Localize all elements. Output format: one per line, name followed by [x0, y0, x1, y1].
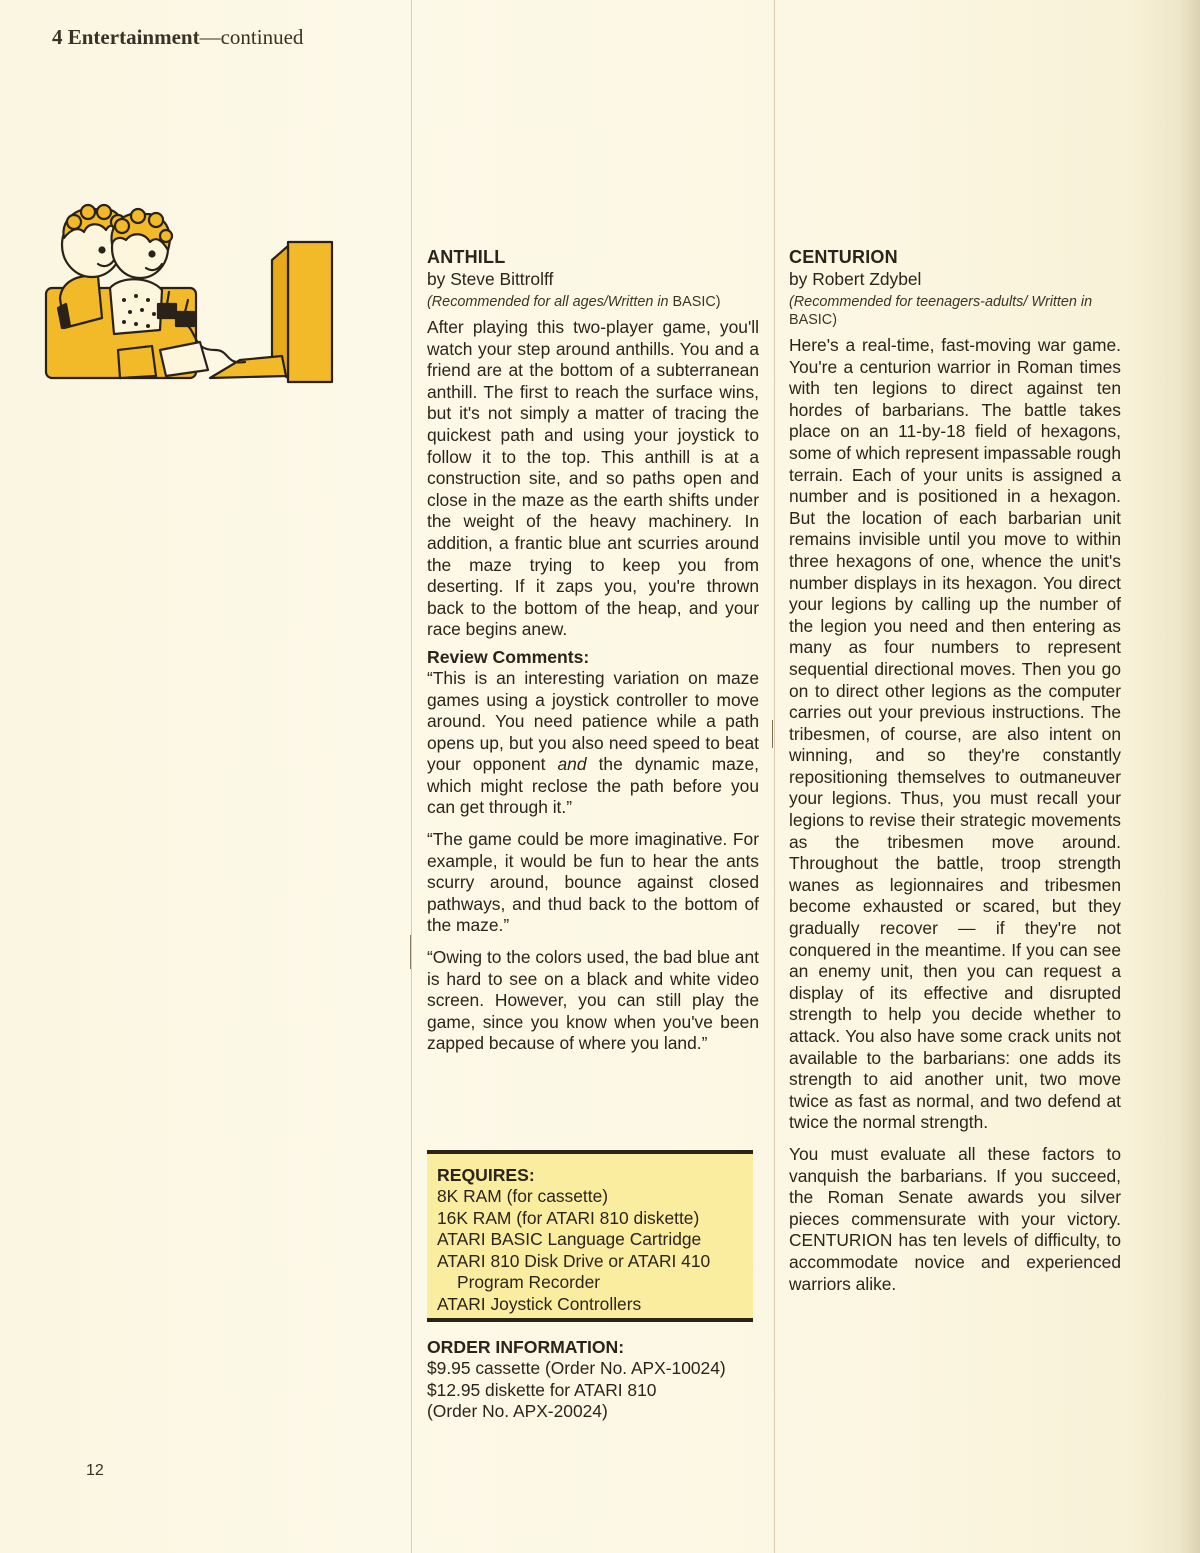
- anthill-review-heading: Review Comments:: [427, 646, 590, 667]
- anthill-rec-close: ): [715, 294, 721, 310]
- centurion-byline: by Robert Zdybel: [789, 269, 922, 289]
- anthill-description: After playing this two-player game, you'll watch your step around anthills. You and a friend are at the bottom of a subterranean anthill. The first to reach the surface wins, but it's not simply a matter of tracing the quickest path and using your joystick to follow it to the top. This anthill is at a construction site, and so paths open and close in the maze as the earth shifts under the weight of the heavy machinery. In addition, a frantic blue ant scurries around the maze trying to keep you from deserting. If it zaps you, you're thrown back to the bottom of the heap, and your race begins anew.: [427, 317, 759, 640]
- requires-item: ATARI Joystick Controllers: [437, 1293, 642, 1314]
- anthill-reviews: [427, 668, 759, 1055]
- order-information: [427, 1336, 767, 1423]
- order-line: $12.95 diskette for ATARI 810: [427, 1379, 657, 1400]
- review-1-before: “This is an interesting variation on maze games using a joystick controller to move around. You need patience while a path opens up, but you also need speed to beat your opponent: [427, 667, 759, 775]
- order-line: (Order No. APX-20024): [427, 1401, 608, 1422]
- requires-box: [427, 1150, 753, 1322]
- anthill-recommendation: [427, 293, 759, 311]
- centurion-rec-lead: (Recommended for teenagers-adults/ Written in: [789, 294, 1093, 310]
- review-margin-mark-2: [410, 935, 411, 969]
- anthill-review-2: “The game could be more imaginative. For example, it would be fun to hear the ants scurry around, bounce against closed pathways, and thud back to the bottom of the maze.”: [427, 829, 759, 936]
- requires-item: Program Recorder: [457, 1272, 601, 1293]
- anthill-byline: by Steve Bittrolff: [427, 269, 554, 289]
- illustration-svg: [40, 200, 340, 390]
- centurion-paragraph-2: You must evaluate all these factors to vanquish the barbarians. If you succeed, the Roman Senate awards you silver pieces commensurate with your victory. CENTURION has ten levels of difficulty, to accommodate novice and experienced warriors alike.: [789, 1143, 1121, 1294]
- column-divider-right: [774, 0, 775, 1553]
- anthill-review-1: [427, 668, 759, 819]
- review-1-after: the dynamic maze, which might reclose the path before you can get through it.”: [427, 754, 759, 818]
- section-number: 4: [52, 25, 63, 49]
- requires-item: ATARI 810 Disk Drive or ATARI 410: [437, 1250, 711, 1271]
- order-heading: ORDER INFORMATION:: [427, 1337, 625, 1357]
- requires-item: 16K RAM (for ATARI 810 diskette): [437, 1207, 700, 1228]
- review-1-emphasis: and: [557, 754, 587, 775]
- requires-item: 8K RAM (for cassette): [437, 1186, 609, 1206]
- centurion-recommendation: [789, 293, 1121, 329]
- anthill-rec-language: BASIC: [672, 294, 716, 310]
- centurion-paragraph-1: Here's a real-time, fast-moving war game. You're a centurion warrior in Roman times with ten legions to direct against ten hordes of barbarians. The battle takes place on an 11-by-18 field of hexagons, some of which represent impassable rough terrain. Each of your units is assigned a number and is positioned in a hexagon. But the location of each barbarian unit remains invisible until you move to within three hexagons of one, whence the unit's number displays in its hexagon. You direct your legions by calling up the number of the legion you need and then entering as many as four numbers to represent sequential directional moves. Then you go on to direct other legions as the computer carries out your previous instructions. The tribesmen, of course, are also intent on winning, and so they're constantly repositioning themselves to outmaneuver your legions. Thus, you must recall your legions to revise their strategic movements as the tribesmen move around. Throughout the battle, troop strength wanes as legionnaires and tribesmen become exhausted or scared, but they gradually recover — if they're not conquered in the meantime. If you can see an enemy unit, then you can request a display of its effective and disrupted strength to help you decide whether to attack. You also have some crack units not available to the barbarians: one adds its strength to aid another unit, two move twice as fast as normal, and two defend at twice the normal strength.: [789, 335, 1121, 1133]
- centurion-article: [789, 246, 1121, 1300]
- column-divider-left: [411, 0, 412, 1553]
- review-margin-mark: [772, 720, 773, 748]
- anthill-article: [427, 246, 759, 1065]
- running-head: [52, 25, 303, 50]
- continued-label: —continued: [199, 25, 304, 49]
- anthill-rec-lead: (Recommended for all ages/Written in: [427, 294, 673, 310]
- centurion-title: CENTURION: [789, 247, 898, 267]
- requires-item: ATARI BASIC Language Cartridge: [437, 1229, 702, 1250]
- two-kids-at-computer-illustration: [40, 200, 340, 390]
- section-title: Entertainment: [67, 25, 200, 49]
- page-number: 12: [86, 1462, 104, 1479]
- requires-heading: REQUIRES:: [437, 1165, 535, 1185]
- order-line: $9.95 cassette (Order No. APX-10024): [427, 1358, 726, 1378]
- anthill-title: ANTHILL: [427, 247, 506, 267]
- spine-shadow: [1130, 0, 1200, 1553]
- anthill-review-3: “Owing to the colors used, the bad blue ant is hard to see on a black and white video screen. However, you can still play the game, since you know when you've been zapped because of where you land.”: [427, 947, 759, 1054]
- centurion-rec-language: BASIC: [789, 312, 833, 328]
- centurion-rec-close: ): [832, 312, 837, 328]
